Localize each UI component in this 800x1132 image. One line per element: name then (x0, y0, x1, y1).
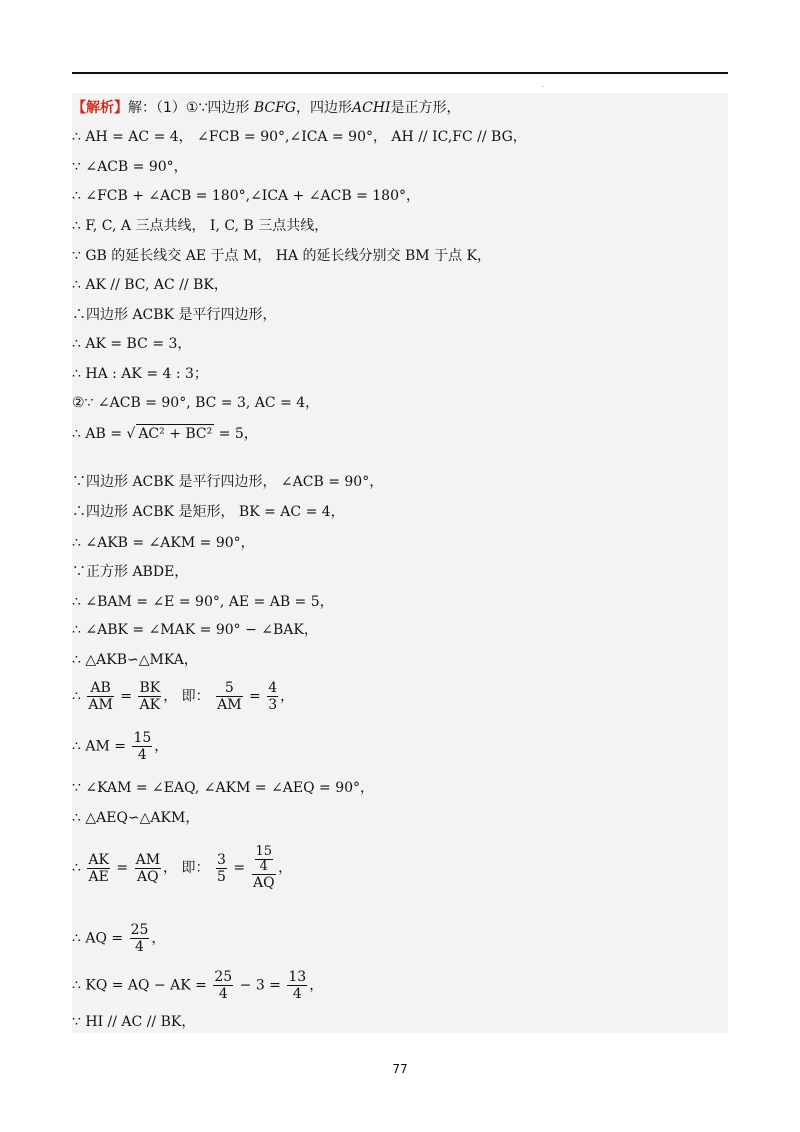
fraction-numerator: AM (135, 851, 161, 868)
fraction-numerator: 3 (216, 851, 226, 868)
fraction-am-aq (135, 852, 161, 885)
line-21-end: ， (154, 738, 169, 755)
equals-sign: = (120, 688, 133, 705)
fraction-denominator: AQ (137, 868, 159, 885)
fraction-denominator: 3 (268, 697, 278, 713)
fraction-denominator: 4 (259, 859, 268, 874)
header-dot: · (542, 84, 544, 91)
line-27: ∵ HI // AC // BK， (72, 1014, 196, 1030)
equals-sign: = (233, 860, 246, 876)
line-12-c: = 5， (218, 426, 258, 442)
line-1-b: BCFG (253, 100, 296, 116)
fraction-25-4 (130, 922, 150, 955)
equals-sign: = (249, 688, 261, 705)
fraction-denominator: AM (88, 697, 113, 713)
line-1-d: ACHI (352, 100, 391, 116)
page-number: 77 (392, 1062, 408, 1076)
fraction-denominator: 5 (216, 868, 226, 885)
fraction-numerator: AB (87, 680, 113, 697)
line-18: ∴ ∠ABK = ∠MAK = 90° − ∠BAK， (72, 622, 318, 638)
line-14: ∴四边形 ACBK 是矩形， BK = AC = 4， (72, 504, 345, 520)
line-1-lead: 解：（1）①∵四边形 (128, 100, 250, 116)
line-13: ∵四边形 ACBK 是平行四边形， ∠ACB = 90°， (72, 474, 384, 490)
fraction-numerator: 25 (214, 969, 233, 985)
line-26-a: ∴ KQ = AQ − AK = (72, 977, 207, 994)
fraction-15-4 (132, 730, 152, 763)
fraction-denominator: AM (217, 697, 242, 713)
line-12-a: ∴ AB = (72, 426, 122, 442)
fraction-denominator: AE (88, 868, 109, 885)
line-1-c: ，四边形 (296, 100, 352, 116)
fraction-ab-am (87, 680, 113, 713)
fraction-numerator: 5 (216, 680, 242, 697)
line-20-mid: ， 即： (163, 688, 210, 705)
line-23: ∴ △AEQ∽△AKM， (72, 810, 200, 826)
line-19: ∴ △AKB∽△MKA， (72, 652, 198, 668)
line-11: ②∵ ∠ACB = 90°, BC = 3, AC = 4， (72, 395, 320, 411)
fraction-numerator: 13 (288, 969, 307, 985)
equals-sign: = (116, 860, 129, 876)
fraction-numerator: AK (88, 851, 109, 868)
line-16: ∵正方形 ABDE， (72, 564, 189, 580)
line-3: ∵ ∠ACB = 90°， (72, 159, 188, 175)
line-20 (72, 680, 294, 713)
line-26-end: ， (309, 977, 324, 994)
compound-numerator (252, 845, 277, 875)
line-25 (72, 922, 165, 955)
line-17: ∴ ∠BAM = ∠E = 90°, AE = AB = 5， (72, 594, 334, 610)
line-15: ∴ ∠AKB = ∠AKM = 90°， (72, 535, 255, 551)
fraction-13-4 (287, 969, 307, 1002)
line-25-a: ∴ AQ = (72, 930, 124, 947)
line-7: ∴ AK // BC, AC // BK， (72, 277, 228, 293)
fraction-compound (252, 845, 277, 891)
fraction-bk-ak (138, 680, 161, 713)
fraction-numerator: BK (139, 680, 161, 696)
fraction-15-4-inner (255, 845, 274, 874)
fraction-numerator: 25 (130, 922, 149, 938)
fraction-denominator: AK (139, 697, 161, 713)
line-8: ∴四边形 ACBK 是平行四边形， (72, 307, 277, 323)
fraction-numerator: 4 (268, 680, 278, 696)
fraction-ak-ae (87, 852, 110, 885)
fraction-4-3 (267, 680, 278, 713)
fraction-denominator: 4 (137, 747, 147, 763)
line-1 (72, 99, 461, 117)
fraction-5-am (216, 680, 242, 713)
line-25-end: ， (151, 930, 166, 947)
header-rule (72, 72, 728, 74)
line-10: ∴ HA : AK = 4 : 3； (72, 366, 208, 382)
line-21-a: ∴ AM = (72, 738, 126, 755)
sqrt-radicand: AC² + BC² (138, 426, 213, 442)
analysis-tag: 【解析】 (72, 100, 128, 116)
fraction-denominator: 4 (135, 939, 144, 955)
line-2: ∴ AH = AC = 4， ∠FCB = 90°,∠ICA = 90°， AH // IC,FC // BG， (72, 129, 527, 145)
fraction-25-4 (213, 969, 233, 1002)
line-9: ∴ AK = BC = 3， (72, 336, 192, 352)
line-26 (72, 969, 323, 1002)
line-21 (72, 730, 168, 763)
line-6: ∵ GB 的延长线交 AE 于点 M， HA 的延长线分别交 BM 于点 K， (72, 248, 491, 264)
line-1-e: 是正方形， (390, 100, 461, 116)
line-24-end: ， (278, 860, 293, 876)
fraction-numerator: 15 (133, 730, 152, 746)
fraction-denominator: 4 (218, 986, 228, 1002)
line-24-a: ∴ (72, 860, 81, 876)
line-5: ∴ F, C, A 三点共线， I, C, B 三点共线， (72, 218, 329, 234)
line-24-mid: ， 即： (163, 860, 210, 876)
fraction-denominator: AQ (252, 875, 275, 891)
line-20-end: ， (280, 688, 295, 705)
sqrt-sign: √ (126, 426, 136, 442)
line-24 (72, 845, 292, 891)
line-26-mid: − 3 = (239, 977, 281, 994)
fraction-3-5 (216, 852, 227, 885)
fraction-denominator: 4 (292, 986, 302, 1002)
line-22: ∵ ∠KAM = ∠EAQ, ∠AKM = ∠AEQ = 90°， (72, 780, 375, 796)
line-20-a: ∴ (72, 688, 81, 705)
line-4: ∴ ∠FCB + ∠ACB = 180°,∠ICA + ∠ACB = 180°， (72, 188, 420, 204)
line-12 (72, 424, 258, 443)
fraction-numerator: 15 (255, 844, 273, 859)
